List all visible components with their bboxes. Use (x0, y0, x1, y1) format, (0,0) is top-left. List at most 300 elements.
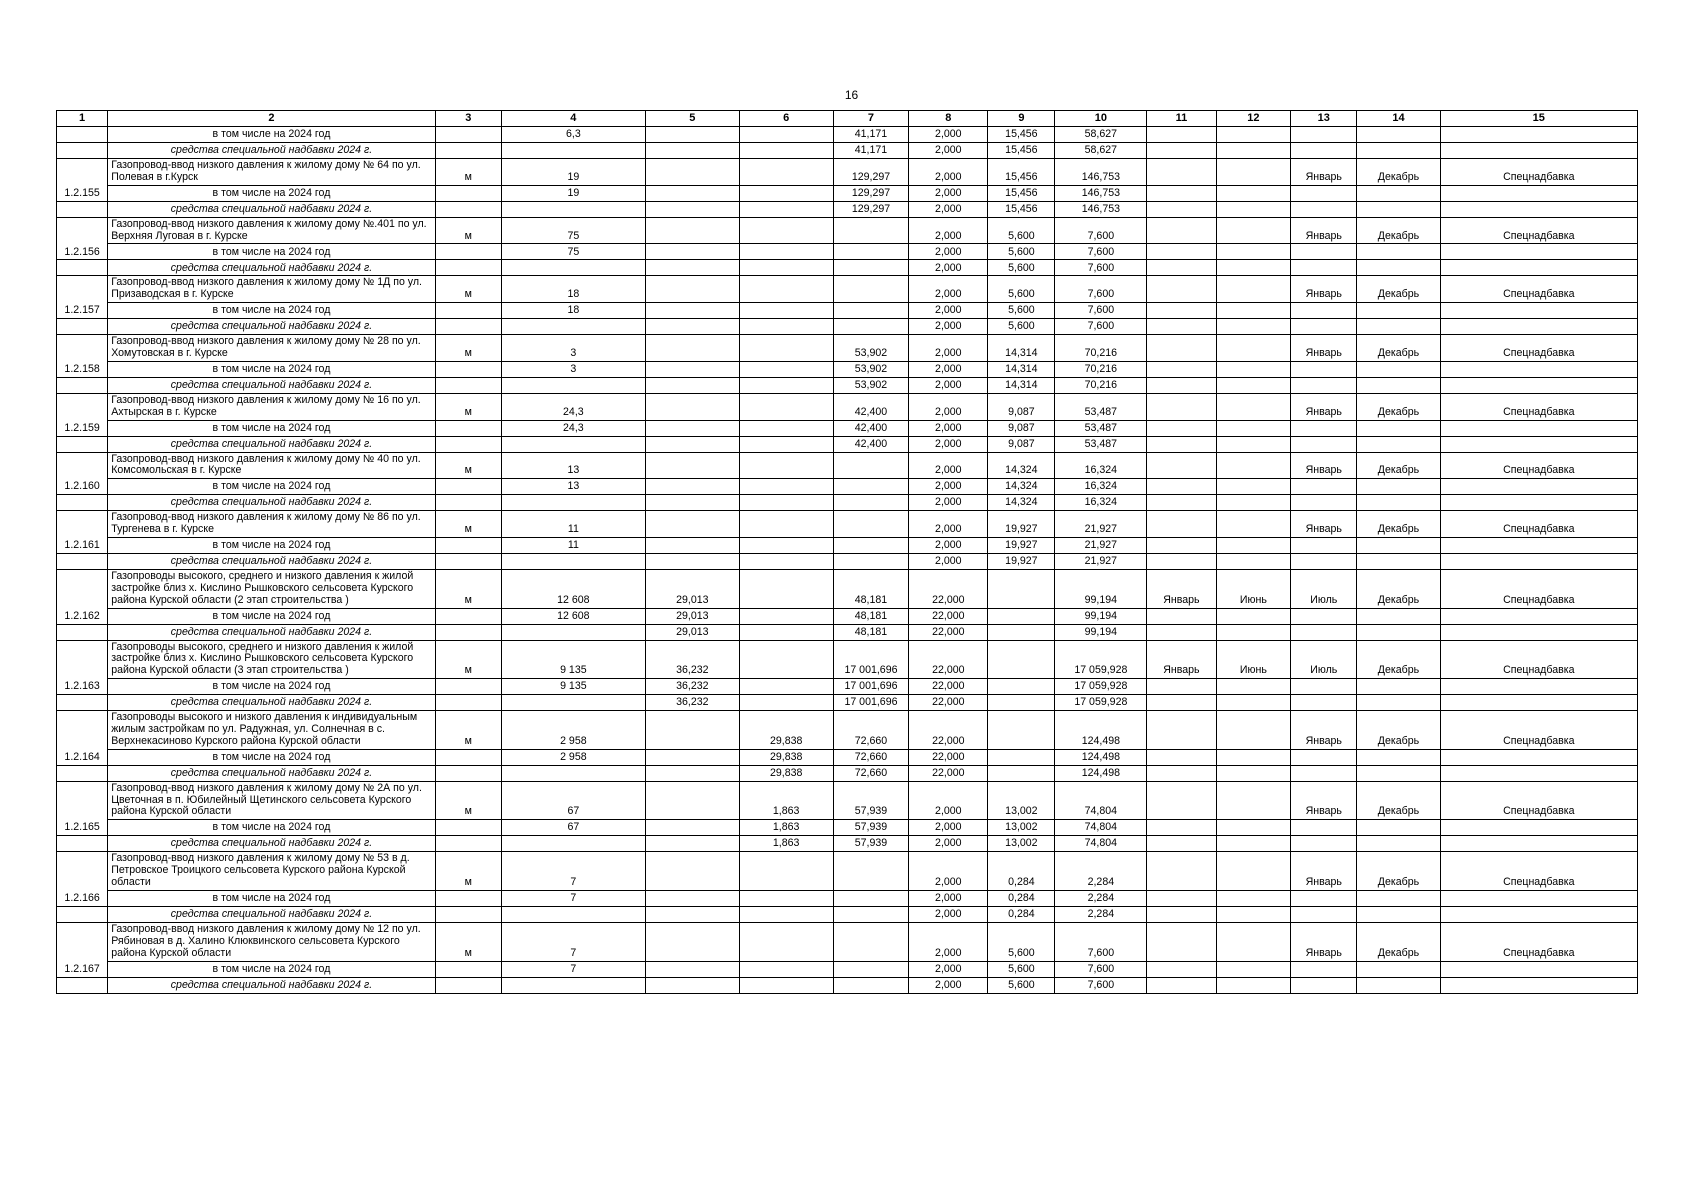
value-cell (1147, 781, 1216, 820)
empty-cell (1440, 977, 1637, 993)
value-cell (645, 711, 739, 750)
value-cell: 18 (501, 276, 645, 303)
value-cell: 29,838 (739, 749, 833, 765)
value-cell: Январь (1291, 159, 1357, 186)
value-cell: 41,171 (833, 127, 909, 143)
value-cell: 13,002 (988, 781, 1055, 820)
value-cell (1216, 393, 1291, 420)
value-cell: Спецнадбавка (1440, 570, 1637, 609)
empty-cell (1291, 749, 1357, 765)
value-cell: Спецнадбавка (1440, 335, 1637, 362)
value-cell (645, 260, 739, 276)
item-name: Газопровод-ввод низкого давления к жилому дому № 16 по ул. Ахтырская в г. Курске (108, 393, 436, 420)
value-cell (833, 977, 909, 993)
subtotal-row (57, 538, 1638, 554)
empty-cell (1440, 961, 1637, 977)
fund-label: средства специальной надбавки 2024 г. (108, 765, 436, 781)
value-cell: 29,838 (739, 711, 833, 750)
value-cell: Июль (1291, 640, 1357, 679)
empty-cell (1147, 836, 1216, 852)
empty-cell (1216, 608, 1291, 624)
value-cell: 129,297 (833, 201, 909, 217)
empty-cell (1216, 695, 1291, 711)
table-row (57, 276, 1638, 303)
empty-cell (1147, 127, 1216, 143)
value-cell (833, 890, 909, 906)
value-cell: 15,456 (988, 185, 1055, 201)
value-cell: 74,804 (1055, 836, 1147, 852)
empty-cell (1291, 977, 1357, 993)
value-cell (739, 554, 833, 570)
value-cell: 2,000 (909, 538, 988, 554)
subtotal-row (57, 890, 1638, 906)
fund-label: средства специальной надбавки 2024 г. (108, 695, 436, 711)
empty-cell (1291, 695, 1357, 711)
value-cell: 9,087 (988, 436, 1055, 452)
empty-cell (1357, 554, 1440, 570)
empty-cell (1440, 890, 1637, 906)
empty-cell (1216, 495, 1291, 511)
value-cell: 57,939 (833, 836, 909, 852)
fund-row (57, 436, 1638, 452)
value-cell: 7 (501, 922, 645, 961)
empty-cell (435, 836, 501, 852)
empty-cell (1440, 820, 1637, 836)
value-cell (645, 479, 739, 495)
fund-row (57, 554, 1638, 570)
subtotal-label: в том числе на 2024 год (108, 538, 436, 554)
value-cell (833, 303, 909, 319)
value-cell: 99,194 (1055, 624, 1147, 640)
subtotal-row (57, 479, 1638, 495)
value-cell (1216, 781, 1291, 820)
value-cell: Декабрь (1357, 393, 1440, 420)
fund-row (57, 201, 1638, 217)
value-cell: Декабрь (1357, 781, 1440, 820)
empty-cell (1147, 890, 1216, 906)
value-cell (739, 922, 833, 961)
empty-cell (1357, 260, 1440, 276)
value-cell: 2,000 (909, 961, 988, 977)
value-cell: 0,284 (988, 890, 1055, 906)
value-cell (739, 679, 833, 695)
empty-cell (1147, 679, 1216, 695)
value-cell: 18 (501, 303, 645, 319)
value-cell: 22,000 (909, 624, 988, 640)
code-cell (57, 554, 108, 570)
value-cell (739, 977, 833, 993)
empty-cell (1357, 820, 1440, 836)
value-cell: 24,3 (501, 393, 645, 420)
value-cell: 2,000 (909, 377, 988, 393)
fund-label: средства специальной надбавки 2024 г. (108, 624, 436, 640)
empty-cell (1216, 977, 1291, 993)
value-cell (1147, 511, 1216, 538)
empty-cell (1147, 143, 1216, 159)
empty-cell (501, 624, 645, 640)
value-cell: 2,000 (909, 436, 988, 452)
empty-cell (1291, 127, 1357, 143)
empty-cell (1147, 436, 1216, 452)
value-cell: 2,000 (909, 260, 988, 276)
value-cell: 16,324 (1055, 495, 1147, 511)
empty-cell (1291, 820, 1357, 836)
value-cell (645, 393, 739, 420)
fund-label: средства специальной надбавки 2024 г. (108, 436, 436, 452)
value-cell (988, 749, 1055, 765)
subtotal-label: в том числе на 2024 год (108, 679, 436, 695)
empty-cell (1291, 906, 1357, 922)
value-cell (739, 393, 833, 420)
empty-cell (501, 201, 645, 217)
value-cell (988, 640, 1055, 679)
code-cell (57, 201, 108, 217)
value-cell: 5,600 (988, 977, 1055, 993)
value-cell: Январь (1291, 217, 1357, 244)
value-cell (739, 852, 833, 891)
value-cell: 2,000 (909, 977, 988, 993)
value-cell: 2,000 (909, 201, 988, 217)
empty-cell (1440, 319, 1637, 335)
column-header: 6 (739, 111, 833, 127)
value-cell (739, 420, 833, 436)
fund-row (57, 906, 1638, 922)
value-cell: 2,000 (909, 781, 988, 820)
value-cell (1216, 711, 1291, 750)
value-cell: 5,600 (988, 244, 1055, 260)
value-cell: Декабрь (1357, 335, 1440, 362)
empty-cell (1216, 201, 1291, 217)
value-cell (833, 852, 909, 891)
table-row (57, 852, 1638, 891)
value-cell (1216, 511, 1291, 538)
value-cell: 2,000 (909, 922, 988, 961)
empty-cell (435, 538, 501, 554)
value-cell: 17 059,928 (1055, 640, 1147, 679)
empty-cell (1291, 185, 1357, 201)
value-cell (739, 479, 833, 495)
value-cell (1216, 159, 1291, 186)
item-code: 1.2.156 (57, 217, 108, 260)
empty-cell (1216, 538, 1291, 554)
value-cell (988, 624, 1055, 640)
empty-cell (1440, 608, 1637, 624)
code-cell (57, 977, 108, 993)
value-cell (833, 906, 909, 922)
empty-cell (1357, 961, 1440, 977)
value-cell: 2,000 (909, 393, 988, 420)
value-cell: Спецнадбавка (1440, 393, 1637, 420)
value-cell (1147, 159, 1216, 186)
value-cell (1216, 922, 1291, 961)
value-cell: Декабрь (1357, 640, 1440, 679)
value-cell: 7,600 (1055, 303, 1147, 319)
item-name: Газопровод-ввод низкого давления к жилому дому № 12 по ул. Рябиновая в д. Халино Клюквинского сельсовета Курского района Курской области (108, 922, 436, 961)
empty-cell (1291, 319, 1357, 335)
subtotal-label: в том числе на 2024 год (108, 749, 436, 765)
value-cell: 72,660 (833, 711, 909, 750)
value-cell: 13 (501, 479, 645, 495)
empty-cell (1147, 495, 1216, 511)
empty-cell (1440, 695, 1637, 711)
empty-cell (1147, 624, 1216, 640)
value-cell (645, 217, 739, 244)
empty-cell (1216, 479, 1291, 495)
empty-cell (435, 624, 501, 640)
fund-label: средства специальной надбавки 2024 г. (108, 495, 436, 511)
value-cell (739, 961, 833, 977)
value-cell: 9 135 (501, 640, 645, 679)
value-cell: 29,838 (739, 765, 833, 781)
empty-cell (1440, 906, 1637, 922)
empty-cell (1291, 143, 1357, 159)
empty-cell (1147, 361, 1216, 377)
value-cell: 5,600 (988, 319, 1055, 335)
value-cell (988, 711, 1055, 750)
value-cell: Спецнадбавка (1440, 781, 1637, 820)
subtotal-row (57, 749, 1638, 765)
value-cell: Июнь (1216, 640, 1291, 679)
empty-cell (1216, 836, 1291, 852)
unit-cell: м (435, 852, 501, 891)
item-code: 1.2.157 (57, 276, 108, 319)
subtotal-label: в том числе на 2024 год (108, 420, 436, 436)
unit-cell: м (435, 511, 501, 538)
fund-label: средства специальной надбавки 2024 г. (108, 143, 436, 159)
value-cell: 53,487 (1055, 393, 1147, 420)
value-cell (645, 852, 739, 891)
empty-cell (1147, 820, 1216, 836)
value-cell: 129,297 (833, 159, 909, 186)
value-cell: Декабрь (1357, 852, 1440, 891)
item-code: 1.2.159 (57, 393, 108, 436)
value-cell: 2 958 (501, 711, 645, 750)
fund-row (57, 695, 1638, 711)
value-cell: 7,600 (1055, 244, 1147, 260)
value-cell (645, 143, 739, 159)
value-cell: 14,324 (988, 452, 1055, 479)
value-cell: 19 (501, 159, 645, 186)
empty-cell (1357, 495, 1440, 511)
empty-cell (1440, 554, 1637, 570)
value-cell: 36,232 (645, 695, 739, 711)
value-cell: 2,000 (909, 185, 988, 201)
value-cell: 19,927 (988, 538, 1055, 554)
empty-cell (1291, 377, 1357, 393)
value-cell: 1,863 (739, 820, 833, 836)
value-cell: 72,660 (833, 749, 909, 765)
value-cell: 13,002 (988, 820, 1055, 836)
value-cell: 75 (501, 244, 645, 260)
value-cell: 22,000 (909, 640, 988, 679)
value-cell (645, 127, 739, 143)
value-cell (739, 570, 833, 609)
empty-cell (435, 749, 501, 765)
value-cell (645, 452, 739, 479)
empty-cell (1440, 260, 1637, 276)
value-cell (435, 143, 501, 159)
empty-cell (435, 260, 501, 276)
value-cell (645, 554, 739, 570)
column-header: 9 (988, 111, 1055, 127)
value-cell (739, 538, 833, 554)
value-cell (833, 554, 909, 570)
value-cell (645, 922, 739, 961)
column-header: 10 (1055, 111, 1147, 127)
subtotal-label: в том числе на 2024 год (108, 479, 436, 495)
table-row (57, 393, 1638, 420)
value-cell (739, 143, 833, 159)
empty-cell (1440, 377, 1637, 393)
value-cell: Спецнадбавка (1440, 276, 1637, 303)
value-cell: 2,000 (909, 479, 988, 495)
empty-cell (1147, 377, 1216, 393)
value-cell (645, 276, 739, 303)
column-header: 4 (501, 111, 645, 127)
value-cell (739, 303, 833, 319)
empty-cell (1216, 127, 1291, 143)
value-cell: 21,927 (1055, 538, 1147, 554)
empty-cell (435, 679, 501, 695)
value-cell: 14,314 (988, 335, 1055, 362)
value-cell: Январь (1147, 640, 1216, 679)
value-cell: Спецнадбавка (1440, 217, 1637, 244)
empty-cell (1291, 495, 1357, 511)
empty-cell (1216, 319, 1291, 335)
value-cell: 2,000 (909, 244, 988, 260)
fund-row (57, 377, 1638, 393)
value-cell: 2,000 (909, 420, 988, 436)
empty-cell (1440, 361, 1637, 377)
empty-cell (1216, 765, 1291, 781)
unit-cell: м (435, 711, 501, 750)
value-cell: Январь (1291, 452, 1357, 479)
empty-cell (435, 977, 501, 993)
value-cell: 124,498 (1055, 765, 1147, 781)
empty-cell (1147, 319, 1216, 335)
item-code: 1.2.163 (57, 640, 108, 695)
empty-cell (1291, 361, 1357, 377)
fund-label: средства специальной надбавки 2024 г. (108, 836, 436, 852)
fund-label: средства специальной надбавки 2024 г. (108, 377, 436, 393)
value-cell: 1,863 (739, 836, 833, 852)
value-cell: 2,000 (909, 852, 988, 891)
value-cell (645, 781, 739, 820)
value-cell: 19,927 (988, 511, 1055, 538)
empty-cell (1147, 906, 1216, 922)
empty-cell (1357, 185, 1440, 201)
empty-cell (1357, 479, 1440, 495)
value-cell: 16,324 (1055, 479, 1147, 495)
empty-cell (501, 495, 645, 511)
empty-cell (1147, 185, 1216, 201)
empty-cell (1440, 127, 1637, 143)
column-header: 13 (1291, 111, 1357, 127)
code-cell (57, 624, 108, 640)
value-cell: 2,000 (909, 836, 988, 852)
value-cell: 22,000 (909, 608, 988, 624)
code-cell (57, 377, 108, 393)
value-cell: 70,216 (1055, 377, 1147, 393)
empty-cell (1440, 436, 1637, 452)
value-cell: Июль (1291, 570, 1357, 609)
value-cell: Декабрь (1357, 570, 1440, 609)
empty-cell (501, 695, 645, 711)
value-cell: Спецнадбавка (1440, 511, 1637, 538)
empty-cell (1147, 695, 1216, 711)
table-row (57, 922, 1638, 961)
value-cell: 2,000 (909, 361, 988, 377)
fund-row (57, 495, 1638, 511)
table-row (57, 511, 1638, 538)
unit-cell: м (435, 217, 501, 244)
value-cell (739, 127, 833, 143)
empty-cell (1291, 303, 1357, 319)
value-cell (645, 906, 739, 922)
empty-cell (1357, 319, 1440, 335)
item-code: 1.2.165 (57, 781, 108, 836)
value-cell: 2,284 (1055, 852, 1147, 891)
value-cell: 2 958 (501, 749, 645, 765)
empty-cell (1216, 820, 1291, 836)
value-cell (645, 961, 739, 977)
value-cell: Январь (1291, 711, 1357, 750)
value-cell: 11 (501, 511, 645, 538)
item-name: Газопровод-ввод низкого давления к жилому дому № 2А по ул. Цветочная в п. Юбилейный Щетинского сельсовета Курского района Курской области (108, 781, 436, 820)
value-cell: 14,314 (988, 377, 1055, 393)
item-name: Газопроводы высокого и низкого давления к индивидуальным жилым застройкам по ул. Радужная, ул. Солнечная в с. Верхнекасиново Курского района Курской области (108, 711, 436, 750)
value-cell: 124,498 (1055, 749, 1147, 765)
value-cell (988, 608, 1055, 624)
empty-cell (1440, 244, 1637, 260)
empty-cell (1216, 679, 1291, 695)
value-cell (1147, 335, 1216, 362)
value-cell: Спецнадбавка (1440, 711, 1637, 750)
empty-cell (1147, 977, 1216, 993)
fund-label: средства специальной надбавки 2024 г. (108, 906, 436, 922)
fund-label: средства специальной надбавки 2024 г. (108, 554, 436, 570)
value-cell: 67 (501, 820, 645, 836)
value-cell: 0,284 (988, 852, 1055, 891)
value-cell (833, 961, 909, 977)
empty-cell (1147, 749, 1216, 765)
value-cell (501, 143, 645, 159)
value-cell: 48,181 (833, 608, 909, 624)
empty-cell (435, 244, 501, 260)
empty-cell (501, 319, 645, 335)
empty-cell (1357, 624, 1440, 640)
value-cell: 17 001,696 (833, 679, 909, 695)
value-cell: 74,804 (1055, 820, 1147, 836)
value-cell: 129,297 (833, 185, 909, 201)
item-name: Газопровод-ввод низкого давления к жилому дому № 28 по ул. Хомутовская в г. Курске (108, 335, 436, 362)
value-cell: 22,000 (909, 711, 988, 750)
item-name: Газопровод-ввод низкого давления к жилому дому №.401 по ул. Верхняя Луговая в г. Курске (108, 217, 436, 244)
table-row (57, 570, 1638, 609)
table-row (57, 159, 1638, 186)
subtotal-row (57, 361, 1638, 377)
value-cell (739, 217, 833, 244)
value-cell (1147, 922, 1216, 961)
value-cell: Декабрь (1357, 217, 1440, 244)
value-cell (739, 695, 833, 711)
unit-cell: м (435, 570, 501, 609)
empty-cell (1147, 201, 1216, 217)
value-cell (833, 479, 909, 495)
value-cell: 15,456 (988, 127, 1055, 143)
empty-cell (1357, 608, 1440, 624)
value-cell: 42,400 (833, 393, 909, 420)
